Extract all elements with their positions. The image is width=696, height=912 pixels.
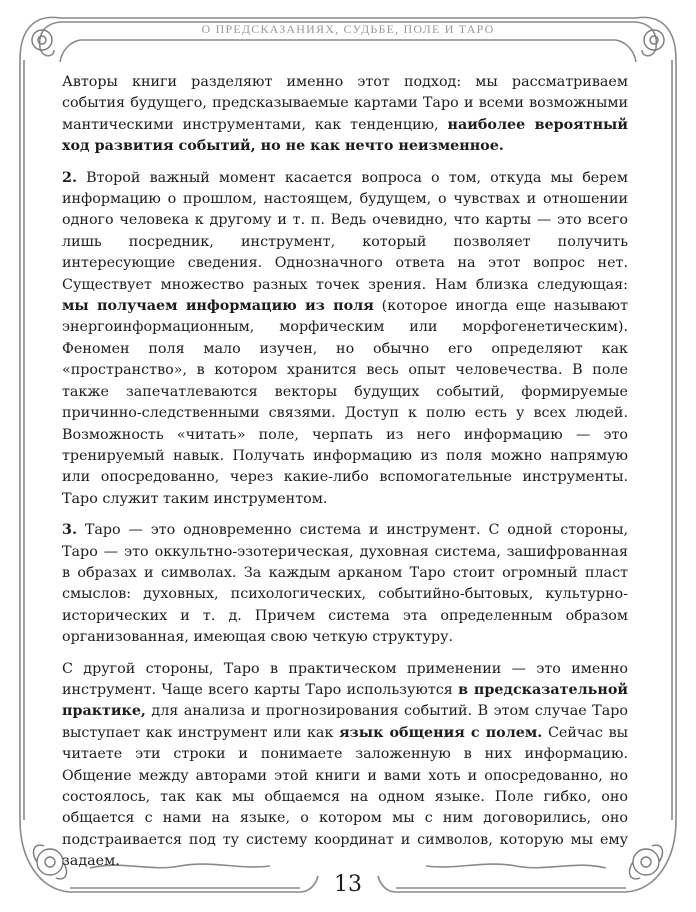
text-run: (которое иногда еще называют энергоинформационным, морфическим или морфогенетическим). Феномен поля мало изучен, но обычно его определяют как «пространство», в котором хранится весь опыт человечества. В поле также запечатлеваются векторы будущих событий, формируемые причинно-следственными связями. Доступ к полю есть у всех людей. Возможность «читать» поле, черпать из него информацию — это тренируемый навык. Получать информацию из поля можно напрямую или опосредованно, через какие-либо вспомогательные инструменты. Таро служит таким инструментом. — [62, 298, 628, 507]
bold-text-run: язык общения с полем. — [339, 724, 543, 741]
text-run: Сейчас вы читаете эти строки и понимаете заложенную в них информацию. Общение между авторами этой книги и вами хоть и опосредованно, но состоялось, так как мы общаемся на одном языке. Поле гибко, оно общается с нами на языке, о котором мы с ним договорились, оно подстраивается под ту систему координат и символов, которую мы ему задаем. — [62, 724, 628, 870]
bold-text-run: в предсказательной практике, — [62, 681, 628, 720]
bold-text-run: 3. — [62, 522, 77, 539]
text-run: Авторы книги разделяют именно этот подход: мы рассматриваем события будущего, предсказываемые картами Таро и всеми возможными мантическими инструментами, как тенденцию, — [62, 74, 628, 133]
page-number: 13 — [334, 872, 362, 897]
running-header: О ПРЕДСКАЗАНИЯХ, СУДЬБЕ, ПОЛЕ И ТАРО — [201, 22, 495, 36]
bold-text-run: мы получаем информацию из поля — [62, 298, 374, 315]
paragraph — [62, 659, 628, 873]
bold-text-run: 2. — [62, 169, 77, 186]
text-run: С другой стороны, Таро в практическом применении — это именно инструмент. Чаще всего карты Таро используются — [62, 660, 628, 698]
body-text — [62, 72, 628, 883]
paragraph — [62, 520, 628, 648]
paragraph — [62, 72, 628, 158]
text-run: для анализа и прогнозирования событий. В этом случае Таро выступает как инструмент или как — [62, 703, 628, 741]
bold-text-run: наиболее вероятный ход развития событий, но не как нечто неизменное. — [62, 116, 628, 155]
text-run: Таро — это одновременно система и инструмент. С одной стороны, Таро — это оккультно-эзотерическая, духовная система, зашифрованная в образах и символах. За каждым арканом Таро стоит огромный пласт смыслов: духовных, психологических, событийно-бытовых, культурно-исторических и т. д. Причем система эта определенным образом организованная, имеющая свою четкую структуру. — [62, 522, 628, 646]
paragraph — [62, 168, 628, 511]
text-run: Второй важный момент касается вопроса о том, откуда мы берем информацию о прошлом, настоящем, будущем, о чувствах и отношении одного человека к другому и т. п. Ведь очевидно, что карты — это всего лишь посредник, инструмент, который позволяет получить интересующие сведения. Однозначного ответа на этот вопрос нет. Существует множество разных точек зрения. Нам близка следующая: — [62, 169, 628, 293]
